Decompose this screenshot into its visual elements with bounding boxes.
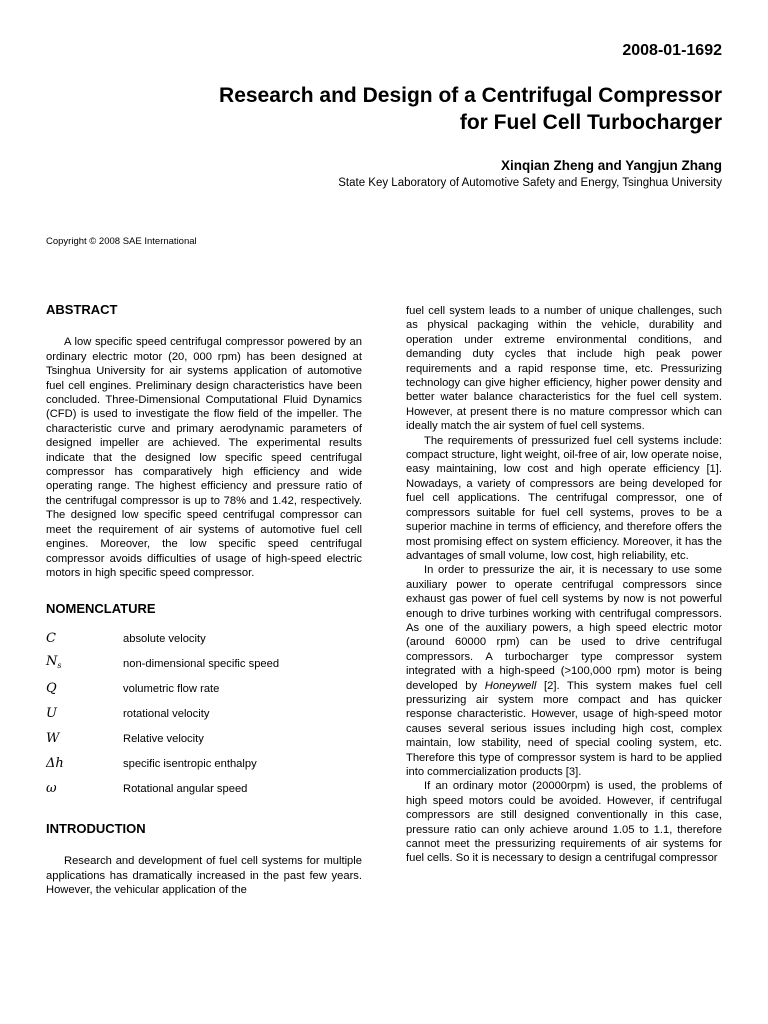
nomenclature-item — [46, 627, 362, 652]
abstract-heading: ABSTRACT — [46, 302, 118, 317]
nomenclature-symbol-base: N — [46, 654, 58, 670]
body-text-segment: In order to pressurize the air, it is necessary to use some auxiliary power to operate centrifugal compressors since exhaust gas power of fuel cell systems by now is not powerful enough to drive turbines working with centrifugal compressors. As one of the auxiliary powers, a high speed electric motor (around 60000 rpm) can be used to drive centrifugal compressors. A turbocharger type compressor system integrated with a high-speed (>100,000 rpm) motor is being developed by — [406, 564, 722, 692]
abstract-text: A low specific speed centrifugal compressor powered by an ordinary electric motor (20, 000 rpm) has been designed at Tsinghua University for air systems application of automotive fuel cell engines. Preliminary design characteristics have been concluded. Three-Dimensional Computational Fluid Dynamics (CFD) is used to investigate the flow field of the impeller. The characteristic curve and primary aerodynamic parameters of designed impeller are achieved. The experimental results indicate that the designed low specific speed centrifugal compressor has comparatively high efficiency and wide operating range. The highest efficiency and pressure ratio of the centrifugal compressor is up to 78% and 1.42, respectively. The designed low specific speed centrifugal compressor can meet the requirement of air systems of automotive fuel cell engines. Moreover, the low specific speed centrifugal compressor avoids difficulties of usage of high-speed electric motors in high specific speed compressor. — [46, 336, 362, 579]
nomenclature-item — [46, 652, 362, 677]
authors: Xinqian Zheng and Yangjun Zhang — [500, 158, 722, 173]
left-column — [46, 303, 362, 897]
nomenclature-definition: rotational velocity — [123, 708, 210, 721]
nomenclature-symbol: Q — [46, 681, 57, 697]
title-line-1: Research and Design of a Centrifugal Compressor — [219, 84, 722, 107]
introduction-heading: INTRODUCTION — [46, 820, 146, 836]
nomenclature-definition: absolute velocity — [123, 633, 206, 646]
right-column — [406, 304, 722, 866]
nomenclature-item — [46, 777, 362, 802]
body-text-segment: [2]. This system makes fuel cell pressurizing air system more compact and has quicker response characteristic. However, usage of high-speed motor causes several serious issues including high cost, complex maintain, low stability, need of special cooling system, etc. Therefore this type of compressor system is hard to be applied into commercialization products [3]. — [406, 679, 722, 778]
nomenclature-definition: Relative velocity — [123, 733, 204, 746]
body-paragraph — [406, 563, 722, 779]
body-paragraph: The requirements of pressurized fuel cell systems include: compact structure, light weight, oil-free of air, low operate noise, easy maintaining, low cost and high operate efficiency [1]. Nowadays, a variety of compressors are being developed for fuel cell applications. The centrifugal compressor, one of compressors suitable for fuel cell systems, proves to be a superior machine in terms of efficiency, and therefore offers the most promising effect on system efficiency. Moreover, it has the advantages of small volume, low cost, high reliability, etc. — [406, 434, 722, 562]
nomenclature-heading: NOMENCLATURE — [46, 601, 156, 617]
nomenclature-symbol — [46, 655, 123, 673]
title-line-2: for Fuel Cell Turbocharger — [459, 111, 722, 134]
nomenclature-definition: non-dimensional specific speed — [123, 658, 280, 671]
nomenclature-definition: Rotational angular speed — [123, 783, 248, 796]
company-name: Honeywell — [484, 679, 537, 692]
body-paragraph: If an ordinary motor (20000rpm) is used, the problems of high speed motors could be avoided. However, if centrifugal compressors are still designed conventionally in this case, pressure ratio can only achieve around 1.05 to 1.1, therefore cannot meet the pressurizing requirements of air systems for fuel cells. So it is necessary to design a centrifugal compressor — [406, 780, 722, 865]
copyright-notice: Copyright © 2008 SAE International — [46, 236, 197, 247]
nomenclature-symbol: Δh — [46, 756, 64, 772]
nomenclature-item — [46, 702, 362, 727]
nomenclature-definition: volumetric flow rate — [123, 683, 220, 696]
paper-id: 2008-01-1692 — [622, 42, 722, 59]
nomenclature-symbol: C — [46, 631, 56, 647]
body-paragraph: fuel cell system leads to a number of unique challenges, such as physical packaging within the vehicle, durability and operation under extreme environmental conditions, and demanding duty cycles that include high peak power requirements and a rapid response time, etc. Pressurizing technology can give higher efficiency, higher power density and better water balance characteristics for the fuel cell system. However, at present there is no mature compressor which can ideally match the air system of fuel cell systems. — [406, 305, 722, 433]
nomenclature-symbol: ω — [46, 781, 57, 797]
introduction-text: Research and development of fuel cell systems for multiple applications has dramatically increased in the past few years. However, the vehicular application of the — [46, 855, 362, 896]
nomenclature-symbol: W — [46, 731, 60, 747]
nomenclature-definition: specific isentropic enthalpy — [123, 758, 257, 771]
nomenclature-item — [46, 727, 362, 752]
nomenclature-symbol: U — [46, 706, 57, 722]
paper-title — [82, 82, 722, 136]
nomenclature-list — [46, 627, 362, 802]
nomenclature-subscript: s — [57, 661, 62, 671]
affiliation: State Key Laboratory of Automotive Safety and Energy, Tsinghua University — [338, 177, 722, 189]
nomenclature-item — [46, 752, 362, 777]
nomenclature-item — [46, 677, 362, 702]
